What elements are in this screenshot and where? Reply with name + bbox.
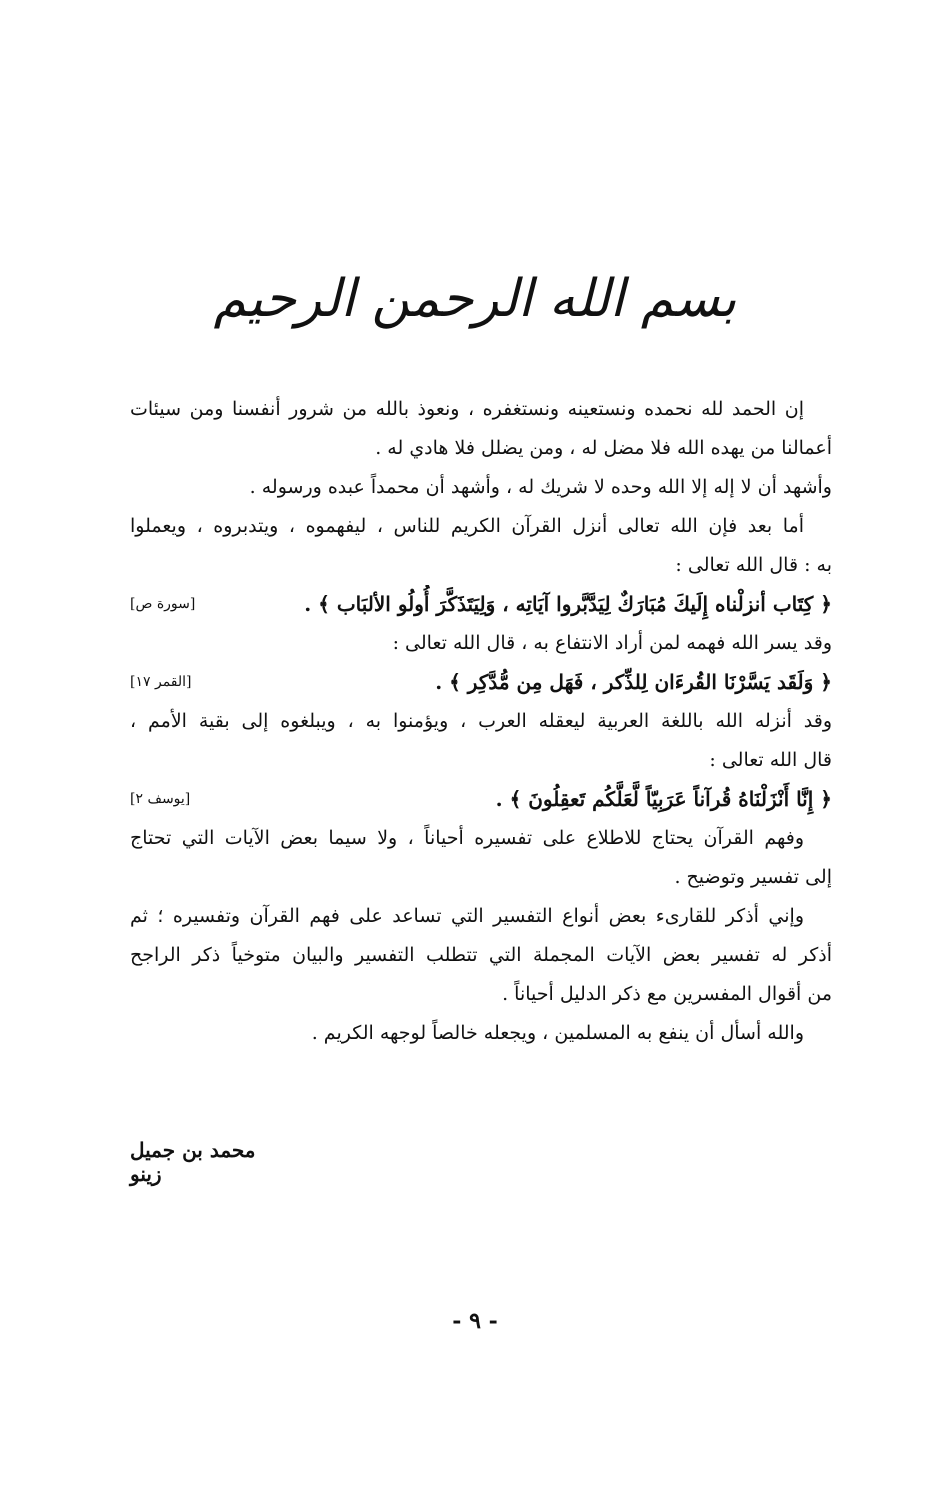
text-line-4: أما بعد فإن الله تعالى أنزل القرآن الكريم للناس ، ليفهموه ، ويتدبروه ، ويعملوا bbox=[130, 515, 804, 537]
text-line-7: وقد يسر الله فهمه لمن أراد الانتفاع به ، قال الله تعالى : bbox=[392, 632, 832, 654]
reference-sad: [سورة ص] bbox=[130, 596, 196, 612]
main-text bbox=[130, 390, 832, 1053]
text-line-2: أعمالنا من يهده الله فلا مضل له ، ومن يضلل فلا هادي له . bbox=[375, 437, 832, 459]
verse-line-yusuf bbox=[130, 780, 832, 819]
verse-text-yusuf: ﴿ إِنَّا أَنْزَلْنَاهُ قُرآناً عَرَبِيّاً لَّعَلَّكُم تَعقِلُونَ ﴾ . bbox=[495, 787, 832, 811]
verse-text-qamar: ﴿ وَلَقَد يَسَّرْنَا القُرءَان لِلذِّكر ، فَهَل مِن مُّدَّكِر ﴾ . bbox=[435, 670, 832, 694]
text-line-10: قال الله تعالى : bbox=[709, 749, 832, 771]
page-number: - ٩ - bbox=[452, 1308, 498, 1334]
text-line-1: إن الحمد لله نحمده ونستعينه ونستغفره ، ونعوذ بالله من شرور أنفسنا ومن سيئات bbox=[130, 398, 804, 420]
text-line-17: والله أسأل أن ينفع به المسلمين ، ويجعله خالصاً لوجهه الكريم . bbox=[311, 1022, 804, 1044]
reference-yusuf: [يوسف ٢] bbox=[130, 791, 191, 807]
text-line-3: وأشهد أن لا إله إلا الله وحده لا شريك له ، وأشهد أن محمداً عبده ورسوله . bbox=[249, 476, 832, 498]
text-line-16: من أقوال المفسرين مع ذكر الدليل أحياناً . bbox=[502, 983, 832, 1005]
text-line-12: وفهم القرآن يحتاج للاطلاع على تفسيره أحياناً ، ولا سيما بعض الآيات التي تحتاج bbox=[130, 827, 804, 849]
basmala-calligraphy: بسم الله الرحمن الرحيم bbox=[213, 269, 737, 329]
author-signature: محمد بن جميل زينو bbox=[130, 1138, 256, 1186]
verse-line-qamar bbox=[130, 663, 832, 702]
text-line-15: أذكر له تفسير بعض الآيات المجملة التي تتطلب التفسير والبيان متوخياً ذكر الراجح bbox=[130, 944, 832, 966]
verse-text-sad: ﴿ كِتَاب أنزلْناه إِلَيكَ مُبَارَكٌ لِيَدَّبَّروا آيَاتِه ، وَلِيَتَذَكَّرَ أُولُو الألبَاب ﴾ . bbox=[304, 592, 832, 616]
text-line-14: وإني أذكر للقارىء بعض أنواع التفسير التي تساعد على فهم القرآن وتفسيره ؛ ثم bbox=[130, 905, 804, 927]
text-line-9: وقد أنزله الله باللغة العربية ليعقله العرب ، ويؤمنوا به ، ويبلغوه إلى بقية الأمم ، bbox=[130, 710, 832, 732]
verse-line-sad bbox=[130, 585, 832, 624]
text-line-5: به : قال الله تعالى : bbox=[675, 554, 832, 576]
text-line-13: إلى تفسير وتوضيح . bbox=[674, 866, 832, 888]
reference-qamar: [القمر ١٧] bbox=[130, 674, 192, 690]
